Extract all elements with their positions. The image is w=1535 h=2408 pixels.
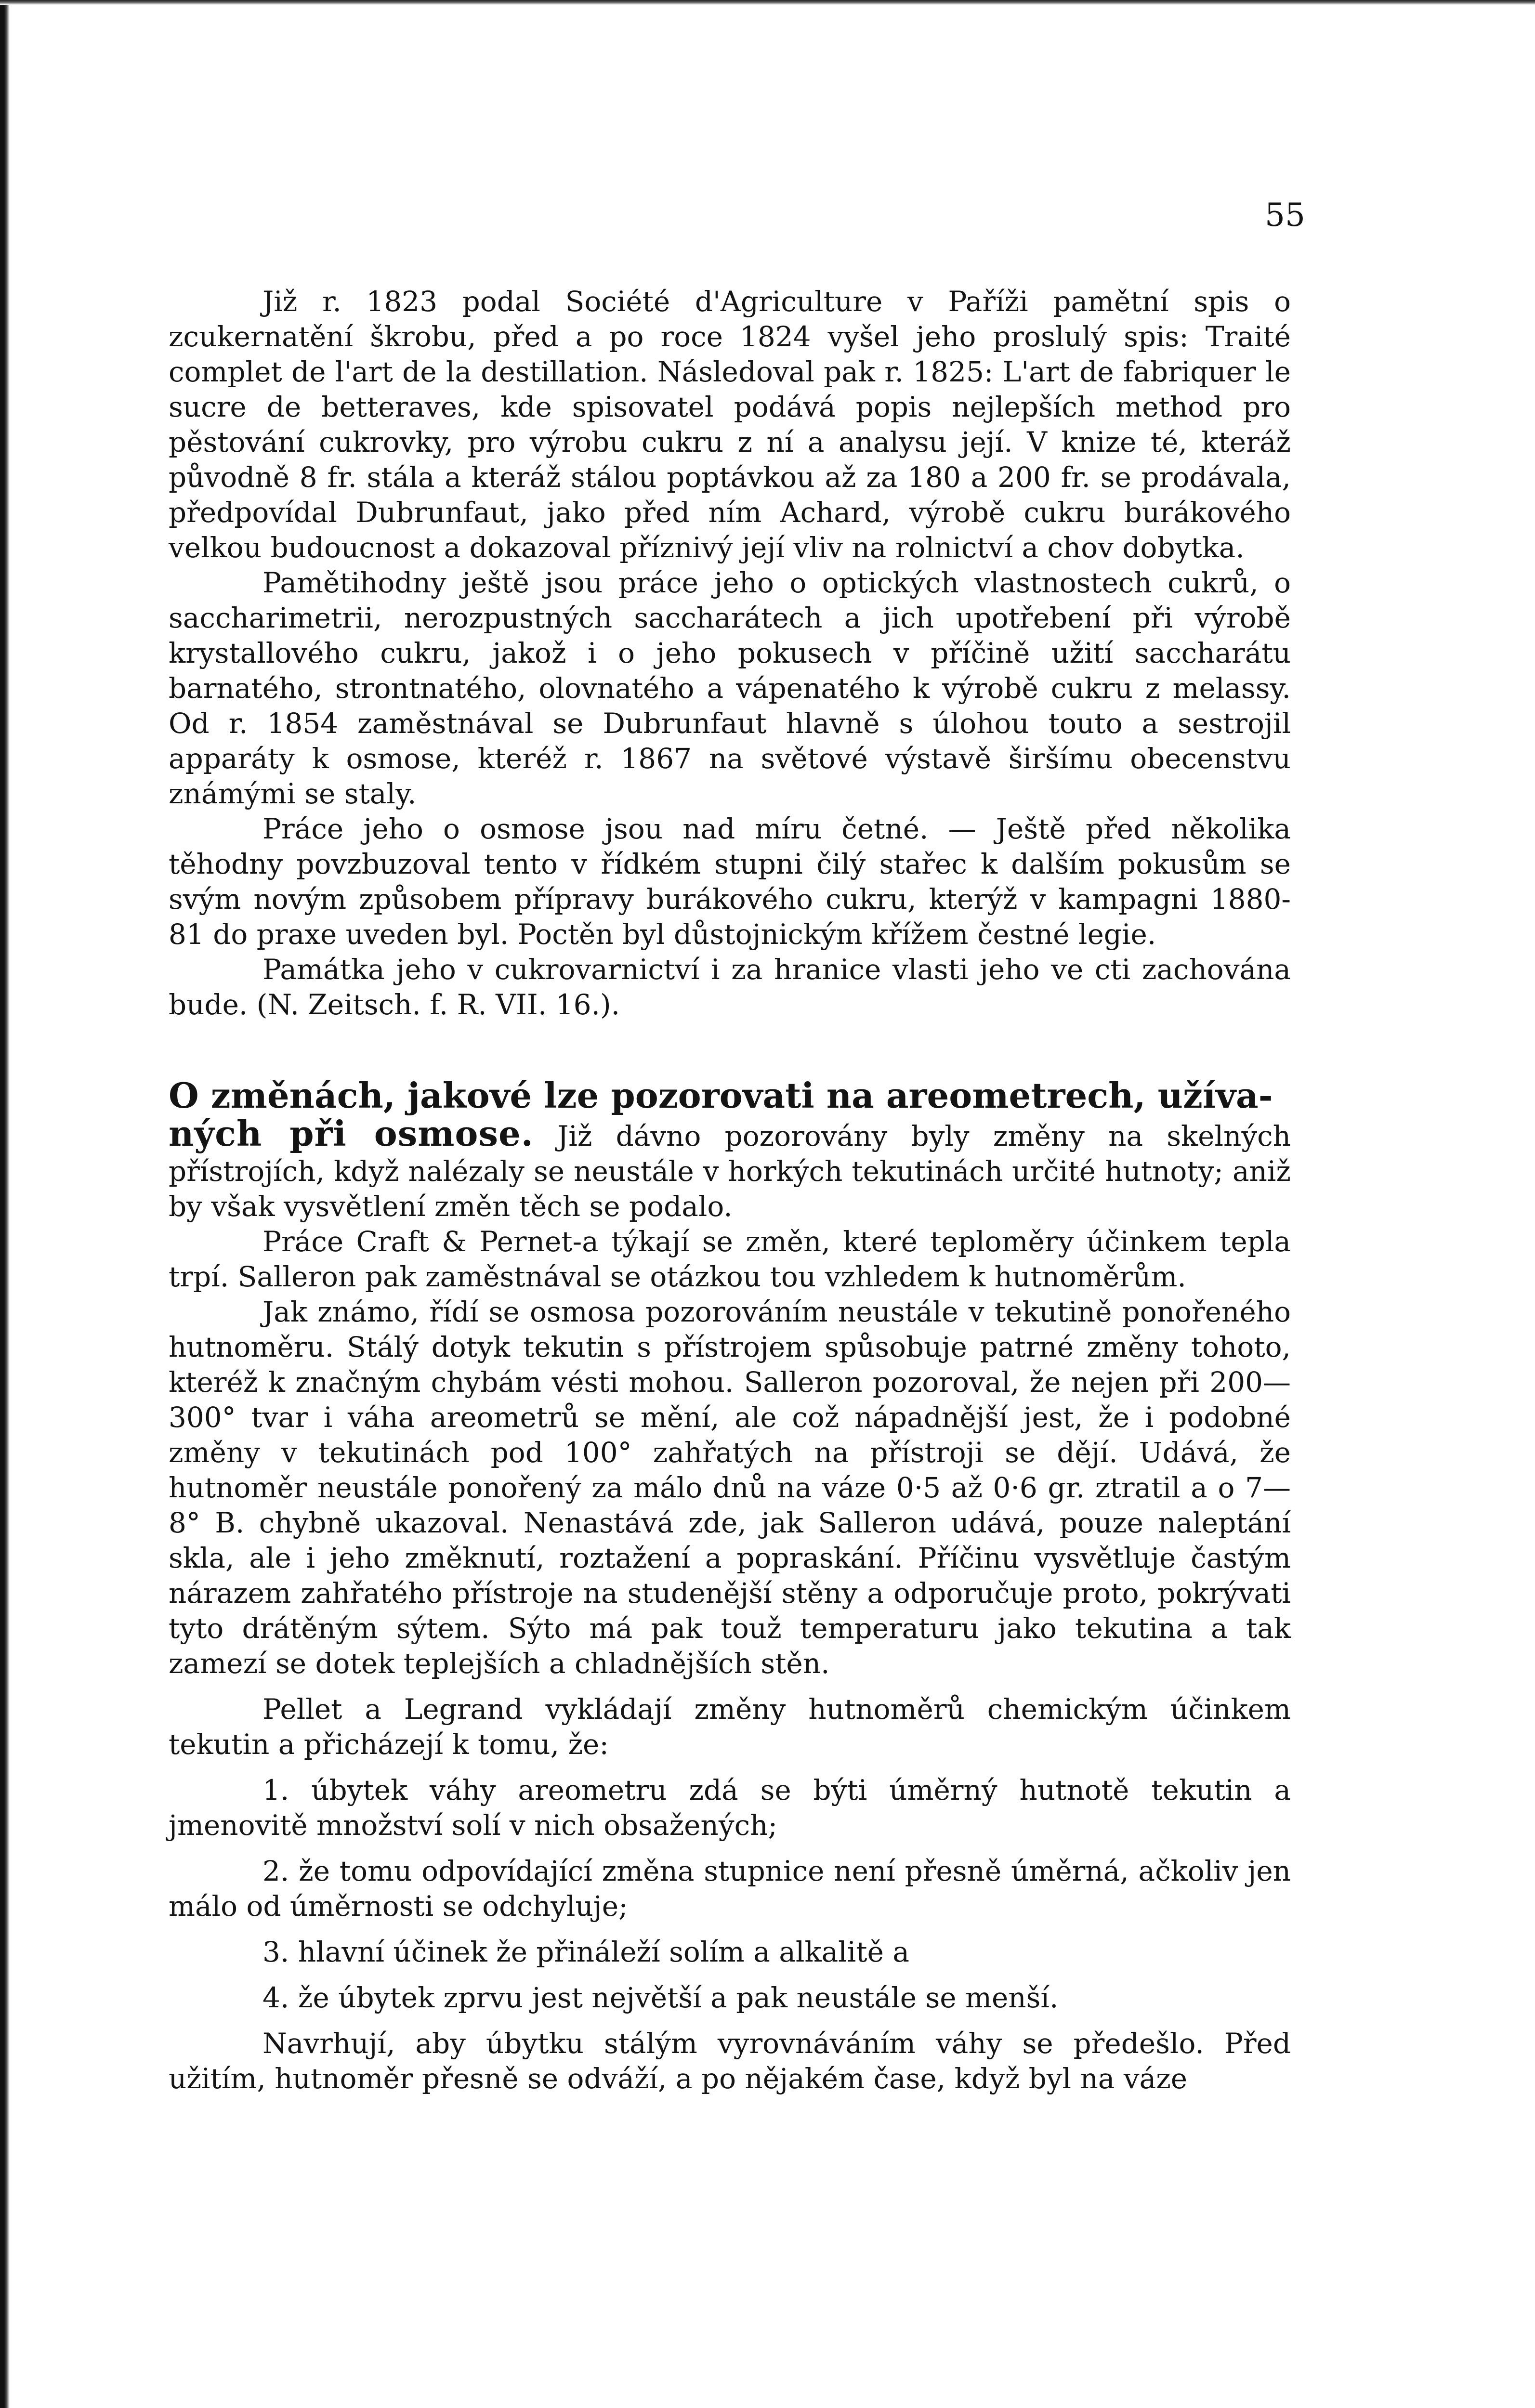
section-lead-paragraph [169,1113,1291,1224]
paragraph: Památka jeho v cukrovarnictví i za hranice vlasti jeho ve cti zachována bude. (N. Zeitsch. f. R. VII. 16.). [169,953,1291,1021]
list-item: 2. že tomu odpovídající změna stupnice není přesně úměrná, ačkoliv jen málo od úměrnosti se odchyluje; [169,1855,1291,1923]
paragraph: Již r. 1823 podal Société d'Agriculture v Paříži pamětní spis o zcukernatění škrobu, před a po roce 1824 vyšel jeho proslulý spis: Traité complet de l'art de la destillation. Následoval pak r. 1825: L'art de fabriquer le sucre de betteraves, kde spisovatel podává popis nejlepších method pro pěstování cukrovky, pro výrobu cukru z ní a analysu její. V knize té, kteráž původně 8 fr. stála a kteráž stálou poptávkou až za 180 a 200 fr. se prodávala, předpovídal Dubrunfaut, jako před ním Achard, výrobě cukru burákového velkou budoucnost a dokazoval příznivý její vliv na rolnictví a chov dobytka. [169,285,1291,564]
list-item: 1. úbytek váhy areometru zdá se býti úměrný hutnotě tekutin a jmenovitě množství solí v nich obsažených; [169,1774,1291,1842]
paragraph: Jak známo, řídí se osmosa pozorováním neustále v tekutině ponořeného hutnoměru. Stálý dotyk tekutin s přístrojem spůsobuje patrné změny tohoto, kteréž k značným chybám vésti mohou. Salleron pozoroval, že nejen při 200—300° tvar i váha areometrů se mění, ale což nápadnější jest, že i podobné změny v tekutinách pod 100° zahřatých na přístroji se dějí. Udává, že hutnoměr neustále ponořený za málo dnů na váze 0·5 až 0·6 gr. ztratil a o 7—8° B. chybně ukazoval. Nenastává zde, jak Salleron udává, pouze naleptání skla, ale i jeho změknutí, roztažení a popraskání. Příčinu vysvětluje častým nárazem zahřatého přístroje na studenější stěny a odporučuje proto, pokrývati tyto drátěným sýtem. Sýto má pak touž temperaturu jako tekutina a tak zamezí se dotek teplejších a chladnějších stěn. [169,1296,1291,1680]
paragraph-text: Již dávno pozorovány byly změny na skelných přístrojích, když nalézaly se neustále v horkých tekutinách určité hutnoty; aniž by však vysvětlení změn těch se podalo. [169,1120,1291,1223]
scan-edge-left [0,0,10,2408]
page-body [169,284,1291,2096]
paragraph: Navrhují, aby úbytku stálým vyrovnáváním váhy se předešlo. Před užitím, hutnoměr přesně se odváží, a po nějakém čase, když byl na váze [169,2027,1291,2095]
paragraph: Pamětihodny ještě jsou práce jeho o optických vlastnostech cukrů, o saccharimetrii, nerozpustných saccharátech a jich upotřebení při výrobě krystallového cukru, jakož i o jeho pokusech v příčině užití saccharátu barnatého, strontnatého, olovnatého a vápenatého k výrobě cukru z melassy. Od r. 1854 zaměstnával se Dubrunfaut hlavně s úlohou touto a sestrojil apparáty k osmose, kteréž r. 1867 na světové výstavě širšímu obecenstvu známými se staly. [169,566,1291,810]
list-item: 3. hlavní účinek že přináleží solím a alkalitě a [262,1936,909,1968]
paragraph: Pellet a Legrand vykládají změny hutnoměrů chemickým účinkem tekutin a přicházejí k tomu, že: [169,1693,1291,1761]
section-heading: O změnách, jakové lze pozorovati na areometrech, užíva- [169,1075,1273,1116]
paragraph: Práce jeho o osmose jsou nad míru četné. — Ještě před několika těhodny povzbuzoval tento v řídkém stupni čilý stařec k dalším pokusům se svým novým způsobem přípravy burákového cukru, kterýž v kampagni 1880-81 do praxe uveden byl. Poctěn byl důstojnickým křížem čestné legie. [169,812,1291,951]
page-number: 55 [1265,196,1305,234]
list-item: 4. že úbytek zprvu jest největší a pak neustále se menší. [262,1981,1059,2014]
article-section [169,1075,1291,2096]
scan-edge-top [0,0,1535,5]
section-heading-continued: ných při osmose. [169,1113,534,1154]
paragraph: Práce Craft & Pernet-a týkají se změn, které teploměry účinkem tepla trpí. Salleron pak zaměstnával se otázkou tou vzhledem k hutnoměrům. [169,1225,1291,1293]
